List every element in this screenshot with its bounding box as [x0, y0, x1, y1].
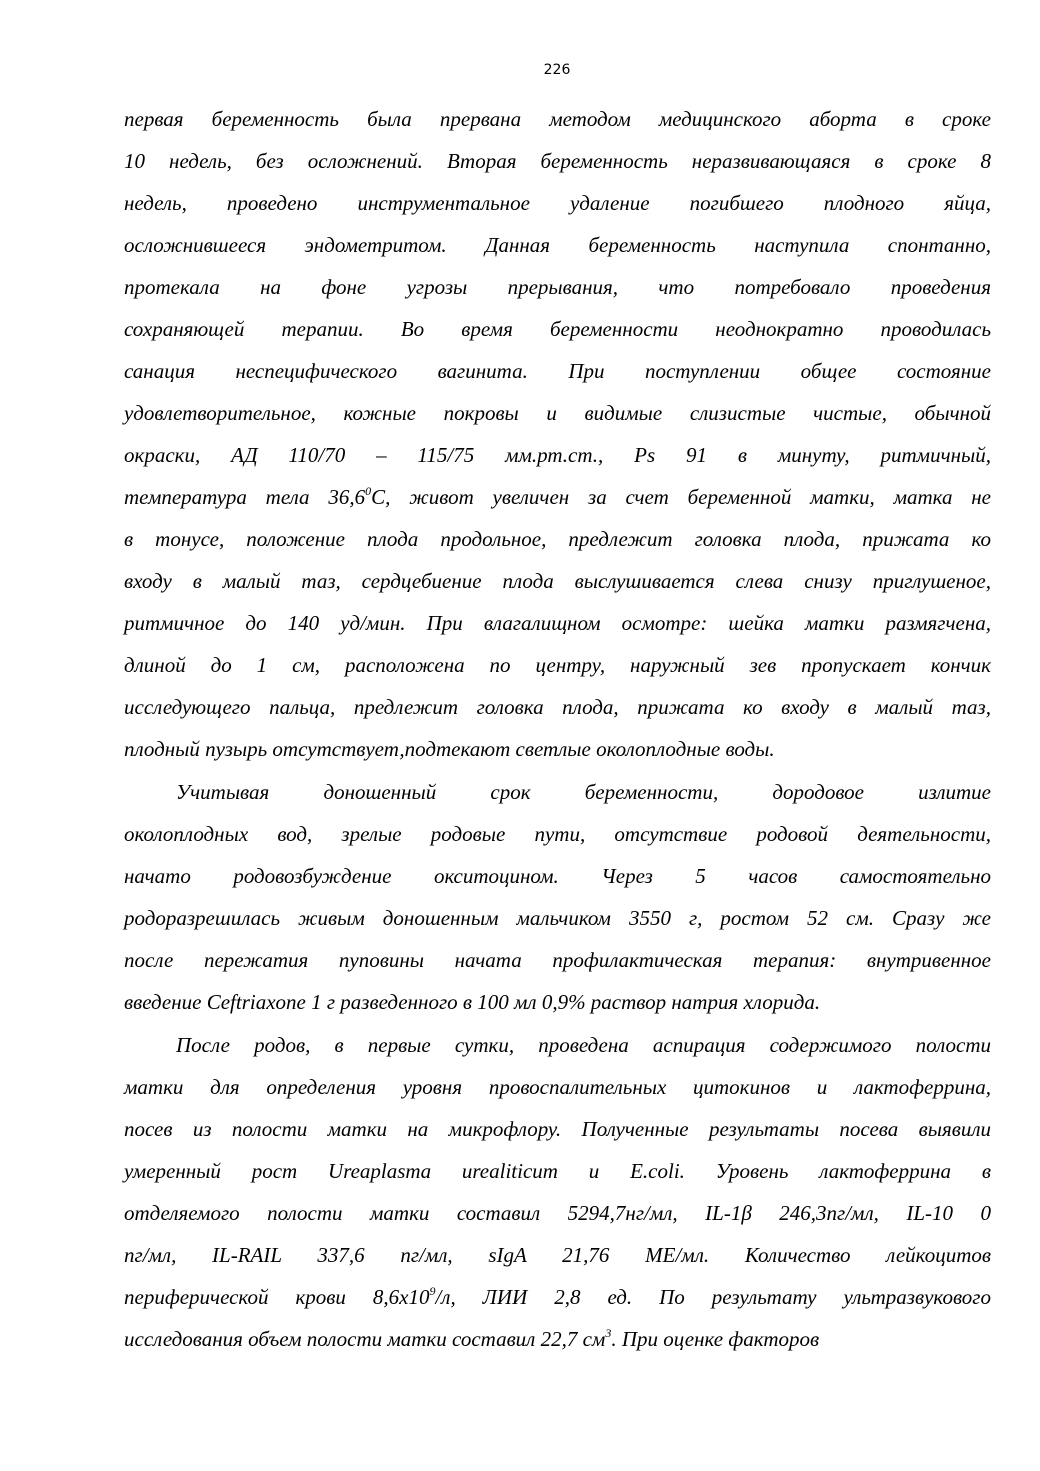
text-line: отделяемого полости матки составил 5294,7нг/мл, IL-1β 246,3пг/мл, IL-10 0 [124, 1201, 991, 1225]
page-number: 226 [543, 62, 571, 78]
text-line: посев из полости матки на микрофлору. Полученные результаты посева выявили [124, 1117, 991, 1141]
text-line: введение Ceftriaxone 1 г разведенного в 100 мл 0,9% раствор натрия хлорида. [124, 990, 821, 1014]
text-line: периферической крови $8,6х10^9/л$, ЛИИ 2,8 ед. По результату ультразвукового [124, 1284, 991, 1309]
text-line: недель, проведено инструментальное удаление погибшего плодного яйца, [124, 191, 991, 215]
text-line: Учитывая доношенный срок беременности, дородовое излитие [176, 780, 991, 804]
text-line: в тонусе, положение плода продольное, предлежит головка плода, прижата ко [124, 527, 991, 551]
text-line: протекала на фоне угрозы прерывания, что потребовало проведения [124, 275, 991, 299]
text-line: исследования объем полости матки составил 22,7 $см^3$. При оценке факторов [124, 1326, 820, 1351]
text-line: ритмичное до 140 уд/мин. При влагалищном осмотре: шейка матки размягчена, [124, 611, 991, 635]
text-line: плодный пузырь отсутствует,подтекают светлые околоплодные воды. [124, 737, 775, 761]
superscript: 0 [365, 484, 372, 498]
paragraph-p3 [124, 1024, 991, 1360]
paragraph-p2 [124, 771, 991, 1023]
text-line: входу в малый таз, сердцебиение плода выслушивается слева снизу приглушеное, [124, 569, 991, 593]
text-line: После родов, в первые сутки, проведена аспирация содержимого полости [176, 1033, 991, 1057]
text-line: длиной до 1 см, расположена по центру, наружный зев пропускает кончик [124, 653, 991, 677]
text-line: санация неспецифического вагинита. При поступлении общее состояние [124, 359, 991, 383]
text-line: исследующего пальца, предлежит головка плода, прижата ко входу в малый таз, [124, 695, 991, 719]
text-line: родоразрешилась живым доношенным мальчиком 3550 г, ростом 52 см. Сразу же [124, 906, 991, 930]
text-line: пг/мл, IL-RAIL 337,6 пг/мл, sIgA 21,76 МЕ/мл. Количество лейкоцитов [124, 1243, 991, 1267]
text-line: осложнившееся эндометритом. Данная беременность наступила спонтанно, [124, 233, 991, 257]
text-line: температура тела 36,6$^0$С, живот увеличен за счет беременной матки, матка не [124, 484, 991, 509]
text-line: сохраняющей терапии. Во время беременности неоднократно проводилась [124, 317, 991, 341]
text-line: матки для определения уровня провоспалительных цитокинов и лактоферрина, [124, 1075, 991, 1099]
superscript: 3 [605, 1326, 612, 1340]
text-line: после пережатия пуповины начата профилактическая терапия: внутривенное [124, 948, 991, 972]
text-line: первая беременность была прервана методом медицинского аборта в сроке [124, 107, 991, 131]
text-line: окраски, АД 110/70 – 115/75 мм.рт.ст., Ps 91 в минуту, ритмичный, [124, 443, 991, 467]
document-body [124, 98, 991, 1360]
text-line: 10 недель, без осложнений. Вторая беременность неразвивающаяся в сроке 8 [124, 149, 991, 173]
text-line: околоплодных вод, зрелые родовые пути, отсутствие родовой деятельности, [124, 822, 991, 846]
paragraph-p1 [124, 98, 991, 770]
text-line: умеренный рост Ureaplasma urealiticum и E.coli. Уровень лактоферрина в [124, 1159, 991, 1183]
text-line: удовлетворительное, кожные покровы и видимые слизистые чистые, обычной [124, 401, 991, 425]
text-line: начато родовозбуждение окситоцином. Через 5 часов самостоятельно [124, 864, 991, 888]
superscript: 9 [429, 1284, 436, 1298]
